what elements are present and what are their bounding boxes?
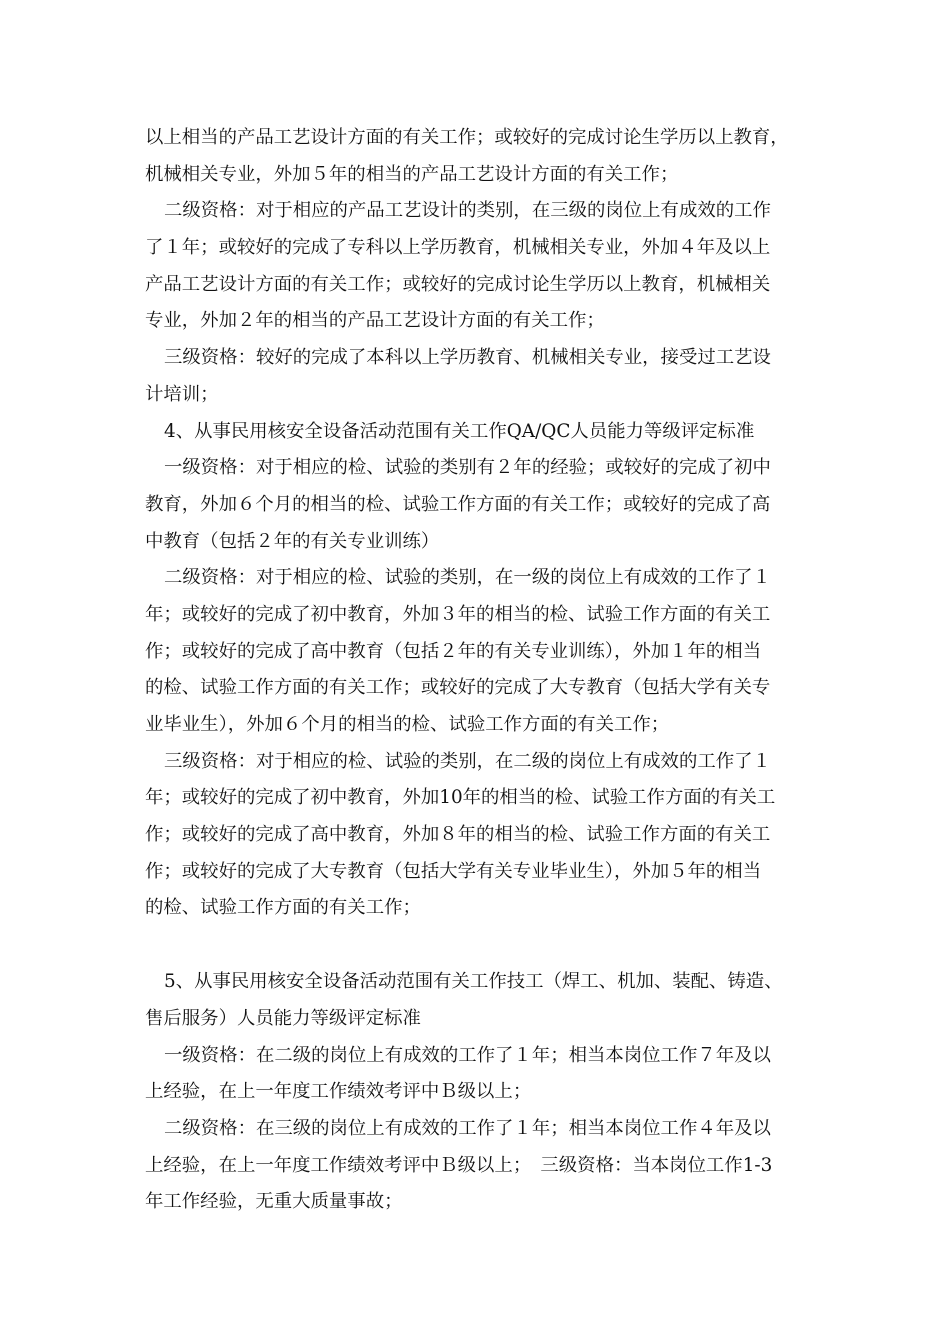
- paragraph-level-3-qualification: 三级资格：对于相应的检、试验的类别，在二级的岗位上有成效的工作了１: [164, 750, 771, 772]
- paragraph-level-1-qualification: 一级资格：对于相应的检、试验的类别有２年的经验；或较好的完成了初中: [164, 457, 771, 479]
- section-heading-5: 5、从事民用核安全设备活动范围有关工作技工（焊工、机加、装配、铸造、: [164, 971, 783, 993]
- paragraph-level-2-qualification: 二级资格：在三级的岗位上有成效的工作了１年；相当本岗位工作４年及以: [164, 1117, 771, 1139]
- text-line: 年；或较好的完成了初中教育，外加10年的相当的检、试验工作方面的有关工: [145, 787, 776, 809]
- paragraph-level-2-qualification: 二级资格：对于相应的产品工艺设计的类别，在三级的岗位上有成效的工作: [164, 200, 771, 222]
- text-line: 上经验，在上一年度工作绩效考评中Ｂ级以上； 三级资格：当本岗位工作1-3: [145, 1154, 773, 1176]
- document-body: [145, 120, 810, 1221]
- text-line: 了１年；或较好的完成了专科以上学历教育，机械相关专业，外加４年及以上: [145, 237, 771, 259]
- text-line: 作；或较好的完成了高中教育（包括２年的有关专业训练），外加１年的相当: [145, 640, 762, 662]
- text-line: 教育，外加６个月的相当的检、试验工作方面的有关工作；或较好的完成了高: [145, 493, 771, 515]
- text-line: 上经验，在上一年度工作绩效考评中Ｂ级以上；: [145, 1081, 532, 1103]
- paragraph-gap: [145, 927, 810, 964]
- text-line: 以上相当的产品工艺设计方面的有关工作；或较好的完成讨论生学历以上教育，: [145, 127, 789, 148]
- text-line: 作；或较好的完成了高中教育，外加８年的相当的检、试验工作方面的有关工: [145, 824, 771, 846]
- text-line: 机械相关专业，外加５年的相当的产品工艺设计方面的有关工作；: [145, 163, 679, 185]
- paragraph-level-3-qualification: 三级资格：较好的完成了本科以上学历教育、机械相关专业，接受过工艺设: [164, 347, 771, 369]
- text-line: 的检、试验工作方面的有关工作；: [145, 897, 421, 919]
- text-line: 年工作经验，无重大质量事故；: [145, 1191, 403, 1213]
- text-line: 作；或较好的完成了大专教育（包括大学有关专业毕业生），外加５年的相当: [145, 860, 762, 882]
- text-line: 年；或较好的完成了初中教育，外加３年的相当的检、试验工作方面的有关工: [145, 603, 771, 625]
- text-line: 业毕业生），外加６个月的相当的检、试验工作方面的有关工作；: [145, 714, 670, 735]
- text-line: 售后服务）人员能力等级评定标准: [145, 1007, 421, 1029]
- paragraph-level-1-qualification: 一级资格：在二级的岗位上有成效的工作了１年；相当本岗位工作７年及以: [164, 1044, 771, 1066]
- text-line: 的检、试验工作方面的有关工作；或较好的完成了大专教育（包括大学有关专: [145, 677, 771, 699]
- text-line: 计培训；: [145, 383, 219, 405]
- paragraph-level-2-qualification: 二级资格：对于相应的检、试验的类别，在一级的岗位上有成效的工作了１: [164, 567, 771, 589]
- text-line: 产品工艺设计方面的有关工作；或较好的完成讨论生学历以上教育，机械相关: [145, 273, 771, 295]
- text-line: 中教育（包括２年的有关专业训练）: [145, 530, 440, 552]
- text-line: 专业，外加２年的相当的产品工艺设计方面的有关工作；: [145, 310, 605, 332]
- section-heading-4: 4、从事民用核安全设备活动范围有关工作QA/QC人员能力等级评定标准: [164, 420, 755, 442]
